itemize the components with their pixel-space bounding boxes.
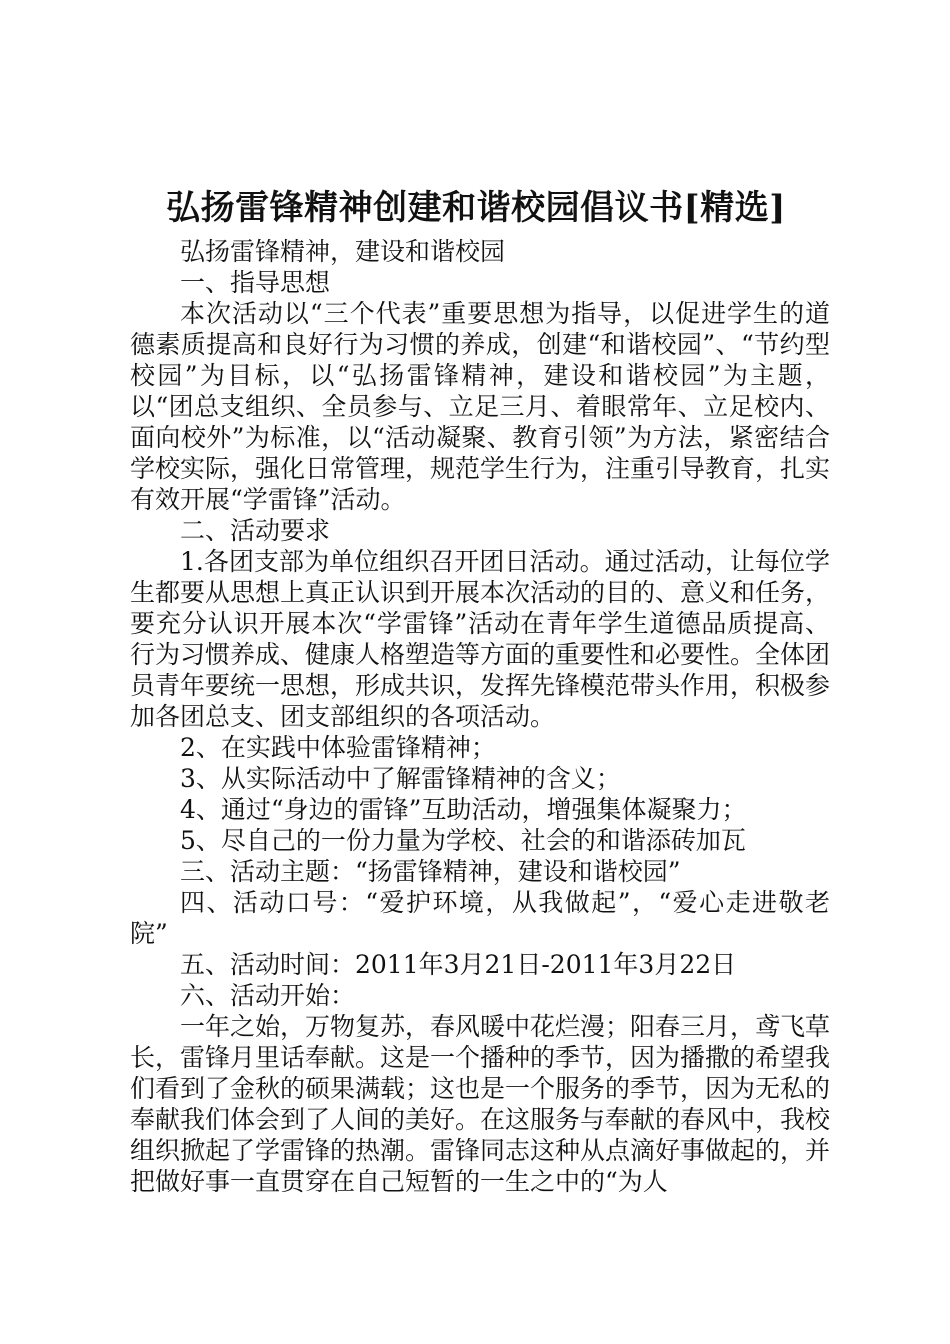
section-heading-guiding-ideology: 一、指导思想 — [180, 268, 331, 297]
section-heading-activity-requirements: 二、活动要求 — [180, 516, 331, 545]
section-activity-time: 五、活动时间：2011年3月21日-2011年3月22日 — [180, 950, 737, 979]
section-heading-activity-start: 六、活动开始： — [180, 981, 356, 1010]
section-activity-slogan: 四、活动口号：“爱护环境，从我做起”，“爱心走进敬老院” — [130, 888, 830, 948]
paragraph-requirement-5: 5、尽自己的一份力量为学校、社会的和谐添砖加瓦 — [180, 826, 746, 855]
paragraph-requirement-3: 3、从实际活动中了解雷锋精神的含义； — [180, 764, 621, 793]
paragraph-guiding-ideology: 本次活动以“三个代表”重要思想为指导，以促进学生的道德素质提高和良好行为习惯的养成，创建“和谐校园”、“节约型校园”为目标，以“弘扬雷锋精神，建设和谐校园”为主题，以“团总支组织、全员参与、立足三月、着眼常年、立足校内、面向校外”为标准，以“活动凝聚、教育引领”为方法，紧密结合学校实际，强化日常管理，规范学生行为，注重引导教育，扎实有效开展“学雷锋”活动。 — [130, 299, 831, 514]
paragraph-activity-start: 一年之始，万物复苏，春风暖中花烂漫；阳春三月，鸢飞草长，雷锋月里话奉献。这是一个播种的季节，因为播撒的希望我们看到了金秋的硕果满载；这也是一个服务的季节，因为无私的奉献我们体会到了人间的美好。在这服务与奉献的春风中，我校组织掀起了学雷锋的热潮。雷锋同志这种从点滴好事做起的，并把做好事一直贯穿在自己短暂的一生之中的“为人 — [130, 1012, 831, 1196]
document-page — [130, 180, 830, 1197]
paragraph-subtitle: 弘扬雷锋精神，建设和谐校园 — [180, 237, 506, 266]
paragraph-requirement-4: 4、通过“身边的雷锋”互助活动，增强集体凝聚力； — [180, 795, 747, 824]
paragraph-requirement-2: 2、在实践中体验雷锋精神； — [180, 733, 496, 762]
document-title: 弘扬雷锋精神创建和谐校园倡议书[精选] — [166, 188, 786, 228]
paragraph-requirement-1: 1.各团支部为单位组织召开团日活动。通过活动，让每位学生都要从思想上真正认识到开展本次活动的目的、意义和任务，要充分认识开展本次“学雷锋”活动在青年学生道德品质提高、行为习惯养成、健康人格塑造等方面的重要性和必要性。全体团员青年要统一思想，形成共识，发挥先锋模范带头作用，积极参加各团总支、团支部组织的各项活动。 — [130, 547, 831, 731]
section-activity-theme: 三、活动主题：“扬雷锋精神，建设和谐校园” — [180, 857, 681, 886]
